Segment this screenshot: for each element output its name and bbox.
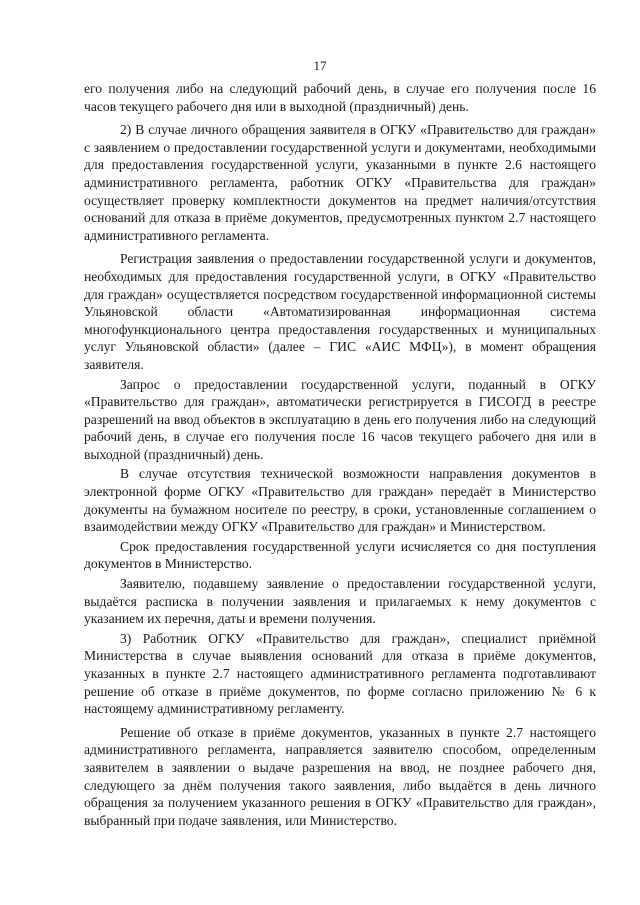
paragraph-8: 3) Работник ОГКУ «Правительство для граждан», специалист приёмной Министерства в случае выявления оснований для отказа в приёме документов, указанных в пункте 2.7 настоящего административного регламента подготавливают решение об отказе в приёме документов, по форме согласно приложению № 6 к настоящему административному регламенту. xyxy=(84,630,596,717)
paragraph-4: Запрос о предоставлении государственной услуги, поданный в ОГКУ «Правительство для граждан», автоматически регистрируется в ГИСОГД в реестре разрешений на ввод объектов в эксплуатацию в день его получения либо на следующий рабочий день, в случае его получения после 16 часов текущего рабочего дня или в выходной (праздничный) день. xyxy=(84,376,596,462)
paragraph-1: его получения либо на следующий рабочий день, в случае его получения после 16 часов текущего рабочего дня или в выходной (праздничный) день. xyxy=(84,81,596,114)
document-body xyxy=(84,80,596,829)
paragraph-9: Решение об отказе в приёме документов, указанных в пункте 2.7 настоящего административного регламента, направляется заявителю способом, определенным заявителем в заявлении о выдаче разрешения на ввод, не позднее рабочего дня, следующего за днём получения такого заявления, либо выдаётся в день личного обращения за получением указанного решения в ОГКУ «Правительство для граждан», выбранный при подаче заявления, или Министерство. xyxy=(84,724,596,828)
paragraph-2: 2) В случае личного обращения заявителя в ОГКУ «Правительство для граждан» с заявлением о предоставлении государственной услуги и документами, необходимыми для предоставления государственной услуги, указанными в пункте 2.6 настоящего административного регламента, работник ОГКУ «Правительства для граждан» осуществляет проверку комплектности документов на предмет наличия/отсутствия оснований для отказа в приёме документов, предусмотренных пунктом 2.7 настоящего административного регламента. xyxy=(84,122,596,243)
paragraph-5: В случае отсутствия технической возможности направления документов в электронной форме ОГКУ «Правительство для граждан» передаёт в Министерство документы на бумажном носителе по реестру, в сроки, установленные соглашением о взаимодействии между ОГКУ «Правительство для граждан» и Министерством. xyxy=(84,466,596,535)
page-number: 17 xyxy=(313,58,327,73)
paragraph-7: Заявителю, подавшему заявление о предоставлении государственной услуги, выдаётся расписка в получении заявления и прилагаемых к нему документов с указанием их перечня, даты и времени получения. xyxy=(84,576,596,627)
paragraph-3: Регистрация заявления о предоставлении государственной услуги и документов, необходимых для предоставления государственной услуги, в ОГКУ «Правительство для граждан» осуществляется посредством государственной информационной системы Ульяновской области «Автоматизированная информационная система многофункционального центра предоставления государственных и муниципальных услуг Ульяновской области» (далее – ГИС «АИС МФЦ»), в момент обращения заявителя. xyxy=(84,251,596,372)
paragraph-6: Срок предоставления государственной услуги исчисляется со дня поступления документов в Министерство. xyxy=(84,538,596,572)
